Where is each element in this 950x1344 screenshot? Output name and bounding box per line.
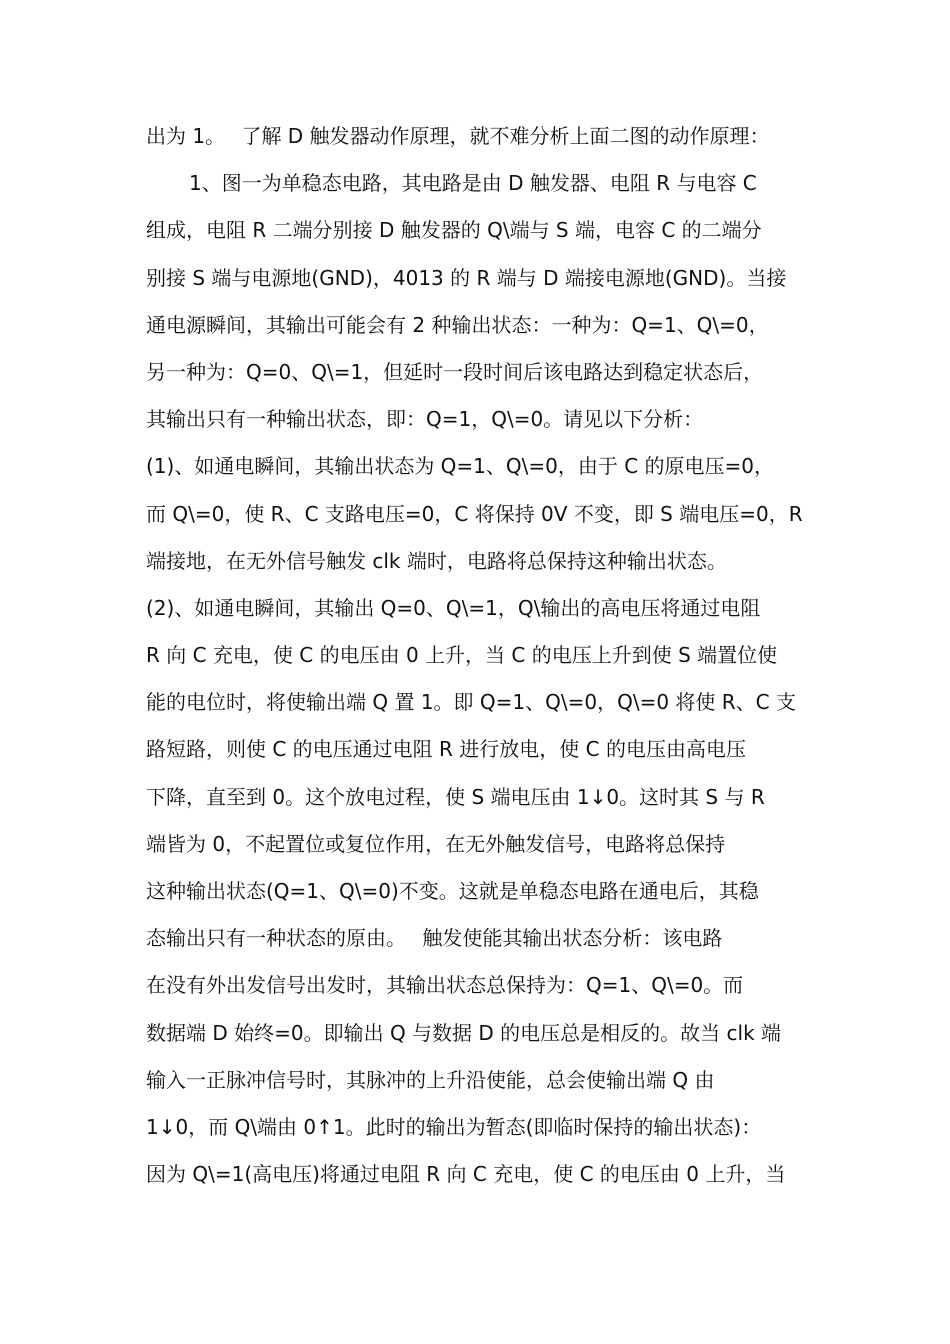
text-line: 端接地，在无外信号触发 clk 端时，电路将总保持这种输出状态。 [146,548,727,573]
text-line: (1)、如通电瞬间，其输出状态为 Q=1、Q\=0，由于 C 的原电压=0， [146,454,775,479]
text-line: 1、图一为单稳态电路，其电路是由 D 触发器、电阻 R 与电容 C [189,171,757,196]
text-line: 别接 S 端与电源地(GND)，4013 的 R 端与 D 端接电源地(GND)。当接 [146,265,787,290]
text-line: 端皆为 0，不起置位或复位作用，在无外触发信号，电路将总保持 [146,831,726,856]
text-line: R 向 C 充电，使 C 的电压由 0 上升，当 C 的电压上升到使 S 端置位使 [146,643,778,668]
text-line: (2)、如通电瞬间，其输出 Q=0、Q\=1，Q\输出的高电压将通过电阻 [146,595,761,620]
text-line: 态输出只有一种状态的原由。 触发使能其输出状态分析：该电路 [146,926,723,951]
text-line: 通电源瞬间，其输出可能会有 2 种输出状态：一种为：Q=1、Q\=0， [146,312,769,337]
text-line: 另一种为：Q=0、Q\=1，但延时一段时间后该电路达到稳定状态后， [146,359,764,384]
text-line: 其输出只有一种输出状态，即：Q=1，Q\=0。请见以下分析： [146,407,704,432]
text-line: 组成，电阻 R 二端分别接 D 触发器的 Q\端与 S 端，电容 C 的二端分 [146,218,762,243]
text-line: 路短路，则使 C 的电压通过电阻 R 进行放电，使 C 的电压由高电压 [146,737,746,762]
text-line: 数据端 D 始终=0。即输出 Q 与数据 D 的电压总是相反的。故当 clk 端 [146,1020,782,1045]
body-text [146,113,816,1198]
text-line: 这种输出状态(Q=1、Q\=0)不变。这就是单稳态电路在通电后，其稳 [146,879,759,903]
text-line: 1↓0，而 Q\端由 0↑1。此时的输出为暂态(即临时保持的输出状态)： [146,1114,762,1139]
text-line: 在没有外出发信号出发时，其输出状态总保持为：Q=1、Q\=0。而 [146,973,744,998]
text-line: 而 Q\=0，使 R、C 支路电压=0，C 将保持 0V 不变，即 S 端电压=0，R [146,501,803,526]
text-line: 出为 1。 了解 D 触发器动作原理，就不难分析上面二图的动作原理： [146,124,770,148]
text-line: 因为 Q\=1(高电压)将通过电阻 R 向 C 充电，使 C 的电压由 0 上升，当 [146,1162,786,1187]
text-line: 下降，直至到 0。这个放电过程，使 S 端电压由 1↓0。这时其 S 与 R [146,784,765,809]
text-line: 输入一正脉冲信号时，其脉冲的上升沿使能，总会使输出端 Q 由 [146,1067,715,1092]
text-line: 能的电位时，将使输出端 Q 置 1。即 Q=1、Q\=0，Q\=0 将使 R、C 支 [146,690,796,715]
